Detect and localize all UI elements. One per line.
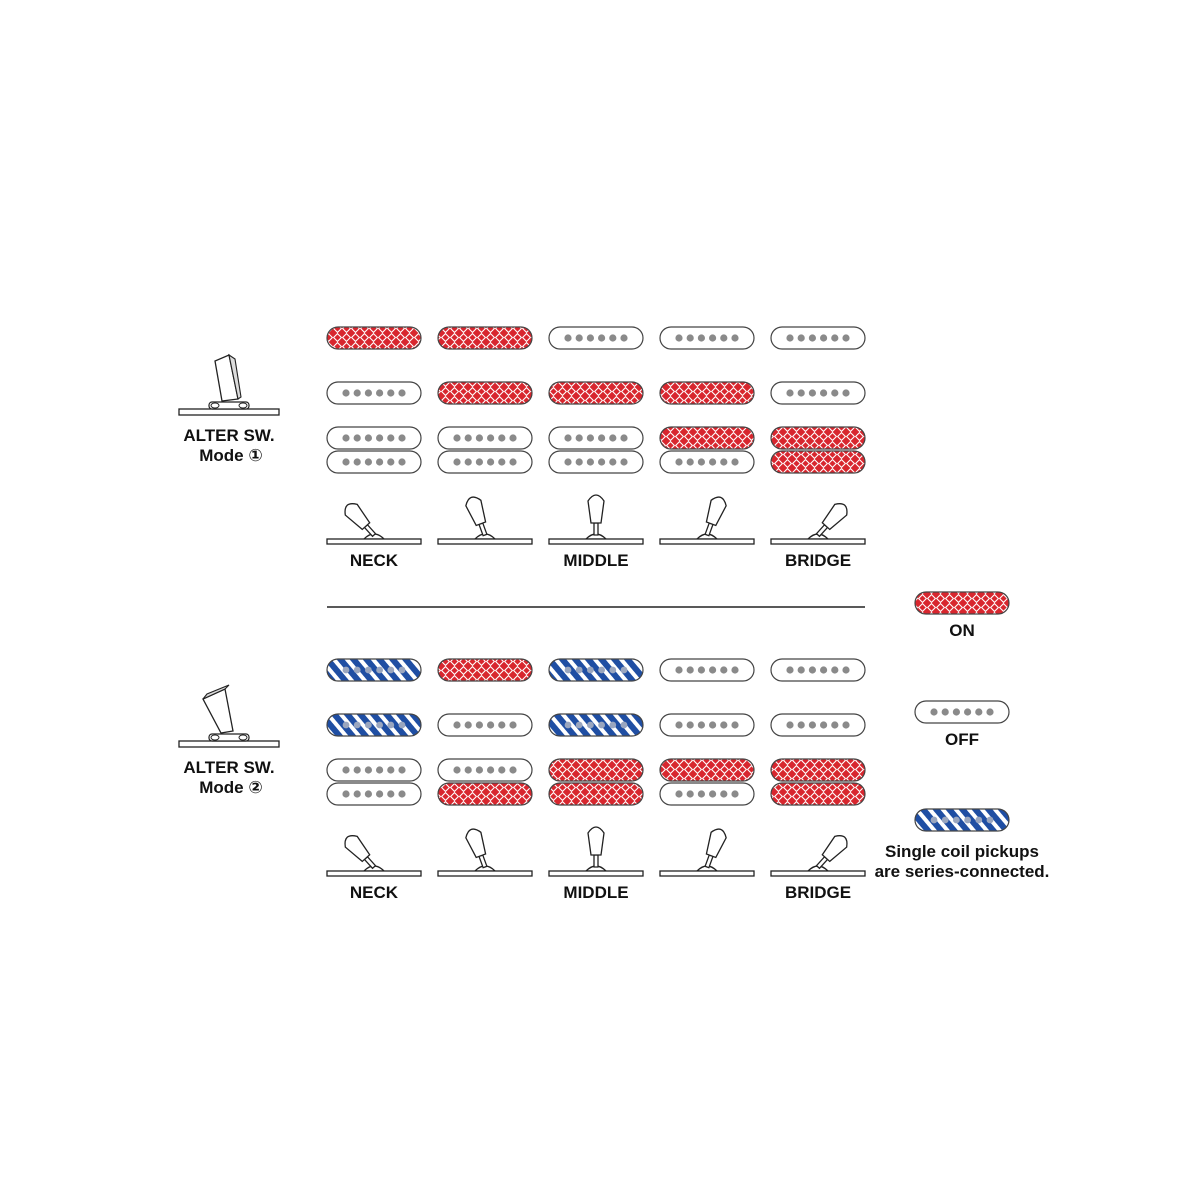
neck-pickup: [327, 327, 421, 349]
mode-label-line2: Mode ①: [199, 446, 263, 465]
bridge-pickup-top-coil: [438, 427, 532, 449]
bridge-pickup-bottom-coil: [660, 783, 754, 805]
legend-swatch-off: [915, 701, 1009, 723]
position-2-column: [438, 659, 532, 876]
position-label: MIDDLE: [563, 551, 629, 570]
legend-text: are series-connected.: [874, 862, 1050, 881]
bridge-pickup-top-coil: [327, 427, 421, 449]
bridge-pickup-bottom-coil: [327, 451, 421, 473]
mode-1-group: [179, 327, 865, 570]
neck-pickup: [549, 659, 643, 681]
selector-lever-icon: [660, 495, 754, 544]
neck-pickup: [771, 659, 865, 681]
mode-label-line1: ALTER SW.: [183, 758, 275, 777]
position-3-column: [549, 659, 643, 902]
bridge-pickup-top-coil: [327, 759, 421, 781]
middle-pickup: [327, 714, 421, 736]
bridge-pickup-bottom-coil: [660, 451, 754, 473]
middle-pickup: [771, 714, 865, 736]
position-1-column: [327, 659, 421, 902]
legend-swatch-on: [915, 592, 1009, 614]
bridge-pickup-top-coil: [549, 427, 643, 449]
selector-lever-icon: [771, 500, 865, 544]
middle-pickup: [660, 714, 754, 736]
legend: [875, 592, 1050, 881]
bridge-pickup-bottom-coil: [549, 451, 643, 473]
bridge-pickup-bottom-coil: [438, 783, 532, 805]
position-label: MIDDLE: [563, 883, 629, 902]
legend-swatch-series: [915, 809, 1009, 831]
neck-pickup: [660, 659, 754, 681]
middle-pickup: [660, 382, 754, 404]
bridge-pickup-bottom-coil: [771, 451, 865, 473]
legend-text: Single coil pickups: [885, 842, 1039, 861]
bridge-pickup-top-coil: [771, 427, 865, 449]
mode-label-line2: Mode ②: [199, 778, 263, 797]
alter-switch-icon: [179, 355, 279, 415]
selector-lever-icon: [438, 827, 532, 876]
neck-pickup: [438, 659, 532, 681]
position-4-column: [660, 327, 754, 544]
position-label: BRIDGE: [784, 883, 852, 902]
selector-lever-icon: [549, 827, 643, 876]
neck-pickup: [771, 327, 865, 349]
neck-pickup: [549, 327, 643, 349]
legend-item-series: [875, 809, 1050, 881]
bridge-pickup-bottom-coil: [438, 451, 532, 473]
middle-pickup: [438, 714, 532, 736]
alter-switch-icon: [179, 685, 279, 747]
position-2-column: [438, 327, 532, 544]
bridge-pickup-top-coil: [771, 759, 865, 781]
position-4-column: [660, 659, 754, 876]
modes-layer: [179, 327, 865, 902]
legend-item-off: [915, 701, 1009, 749]
bridge-pickup-top-coil: [660, 427, 754, 449]
position-3-column: [549, 327, 643, 570]
middle-pickup: [327, 382, 421, 404]
position-label: NECK: [349, 551, 399, 570]
legend-text: ON: [949, 621, 975, 640]
selector-lever-icon: [549, 495, 643, 544]
position-5-column: [771, 659, 865, 902]
neck-pickup: [438, 327, 532, 349]
mode-2-group: [179, 659, 865, 902]
position-1-column: [327, 327, 421, 570]
selector-lever-icon: [660, 827, 754, 876]
middle-pickup: [549, 382, 643, 404]
neck-pickup: [327, 659, 421, 681]
bridge-pickup-bottom-coil: [549, 783, 643, 805]
mode-label-line1: ALTER SW.: [183, 426, 275, 445]
bridge-pickup-bottom-coil: [771, 783, 865, 805]
bridge-pickup-top-coil: [660, 759, 754, 781]
bridge-pickup-top-coil: [438, 759, 532, 781]
selector-lever-icon: [771, 832, 865, 876]
middle-pickup: [771, 382, 865, 404]
neck-pickup: [660, 327, 754, 349]
middle-pickup: [438, 382, 532, 404]
legend-item-on: [915, 592, 1009, 640]
position-5-column: [771, 327, 865, 570]
middle-pickup: [549, 714, 643, 736]
selector-lever-icon: [327, 500, 421, 544]
legend-text: OFF: [945, 730, 979, 749]
position-label: BRIDGE: [784, 551, 852, 570]
selector-lever-icon: [327, 832, 421, 876]
bridge-pickup-bottom-coil: [327, 783, 421, 805]
selector-lever-icon: [438, 495, 532, 544]
bridge-pickup-top-coil: [549, 759, 643, 781]
position-label: NECK: [349, 883, 399, 902]
